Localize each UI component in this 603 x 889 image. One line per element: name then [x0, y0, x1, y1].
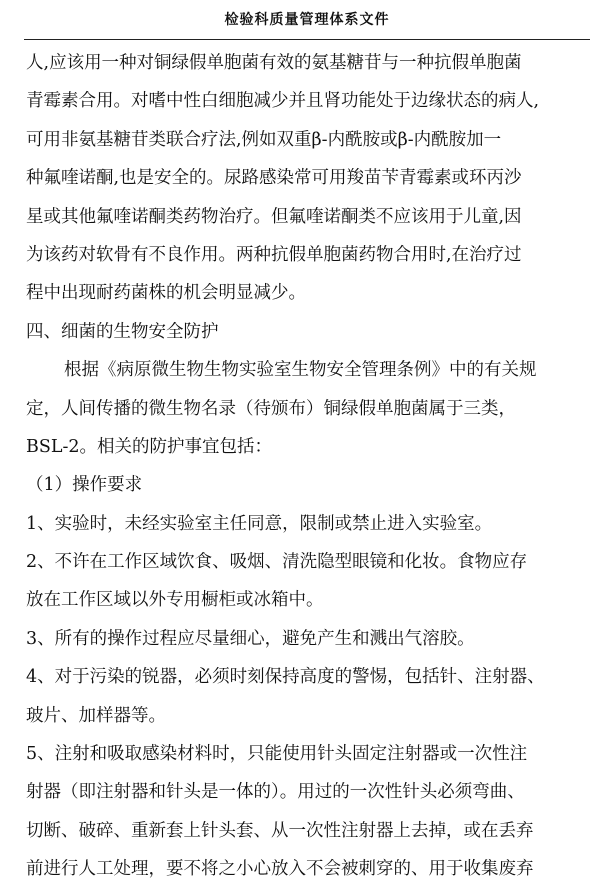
list-item-2 — [26, 543, 592, 620]
text-line: BSL-2。相关的防护事宜包括： — [26, 436, 273, 457]
list-item-5 — [26, 735, 592, 889]
text-line: 根据《病原微生物生物实验室生物安全管理条例》中的有关规 — [64, 360, 537, 381]
text-line: 青霉素合用。对嗜中性白细胞减少并且肾功能处于边缘状态的病人, — [26, 91, 540, 112]
text-line: 4、对于污染的锐器，必须时刻保持高度的警惕，包括针、注射器、 — [26, 667, 545, 688]
paragraph-regulation — [26, 351, 592, 466]
text-line: 放在工作区域以外专用橱柜或冰箱中。 — [26, 590, 324, 611]
text-line: 定，人间传播的微生物名录（待颁布）铜绿假单胞菌属于三类， — [26, 398, 516, 419]
text-line: 玻片、加样器等。 — [26, 705, 166, 726]
list-item-4 — [26, 658, 592, 735]
page-header — [24, 0, 590, 40]
text-line: 人,应该用一种对铜绿假单胞菌有效的氨基糖苷与一种抗假单胞菌 — [26, 53, 522, 73]
subheading-operation-requirements: （1）操作要求 — [26, 475, 143, 496]
list-item-3: 3、所有的操作过程应尽量细心，避免产生和溅出气溶胶。 — [26, 628, 475, 649]
text-line: 2、不许在工作区域饮食、吸烟、清洗隐型眼镜和化妆。食物应存 — [26, 552, 528, 573]
text-line: 种氟喹诺酮,也是安全的。尿路感染常可用羧苗苄青霉素或环丙沙 — [26, 168, 522, 189]
list-item-1: 1、实验时，未经实验室主任同意，限制或禁止进入实验室。 — [26, 513, 493, 534]
text-line: 前进行人工处理，要不将之小心放入不会被刺穿的、用于收集废弃 — [26, 859, 534, 880]
text-line: 5、注射和吸取感染材料时，只能使用针头固定注射器或一次性注 — [26, 744, 528, 765]
paragraph-treatment — [26, 44, 592, 313]
text-line: 射器（即注射器和针头是一体的）。用过的一次性针头必须弯曲、 — [26, 782, 525, 803]
text-line: 星或其他氟喹诺酮类药物治疗。但氟喹诺酮类不应该用于儿童,因 — [26, 206, 522, 227]
header-title: 检验科质量管理体系文件 — [224, 12, 390, 28]
text-line: 可用非氨基糖苷类联合疗法,例如双重β-内酰胺或β-内酰胺加一 — [26, 129, 502, 150]
text-line: 程中出现耐药菌株的机会明显减少。 — [26, 283, 306, 304]
text-line: 切断、破碎、重新套上针头套、从一次性注射器上去掉，或在丢弃 — [26, 820, 534, 841]
document-body — [26, 44, 592, 889]
section-heading-biosafety: 四、细菌的生物安全防护 — [26, 321, 219, 342]
text-line: 为该药对软骨有不良作用。两种抗假单胞菌药物合用时,在治疗过 — [26, 244, 522, 265]
